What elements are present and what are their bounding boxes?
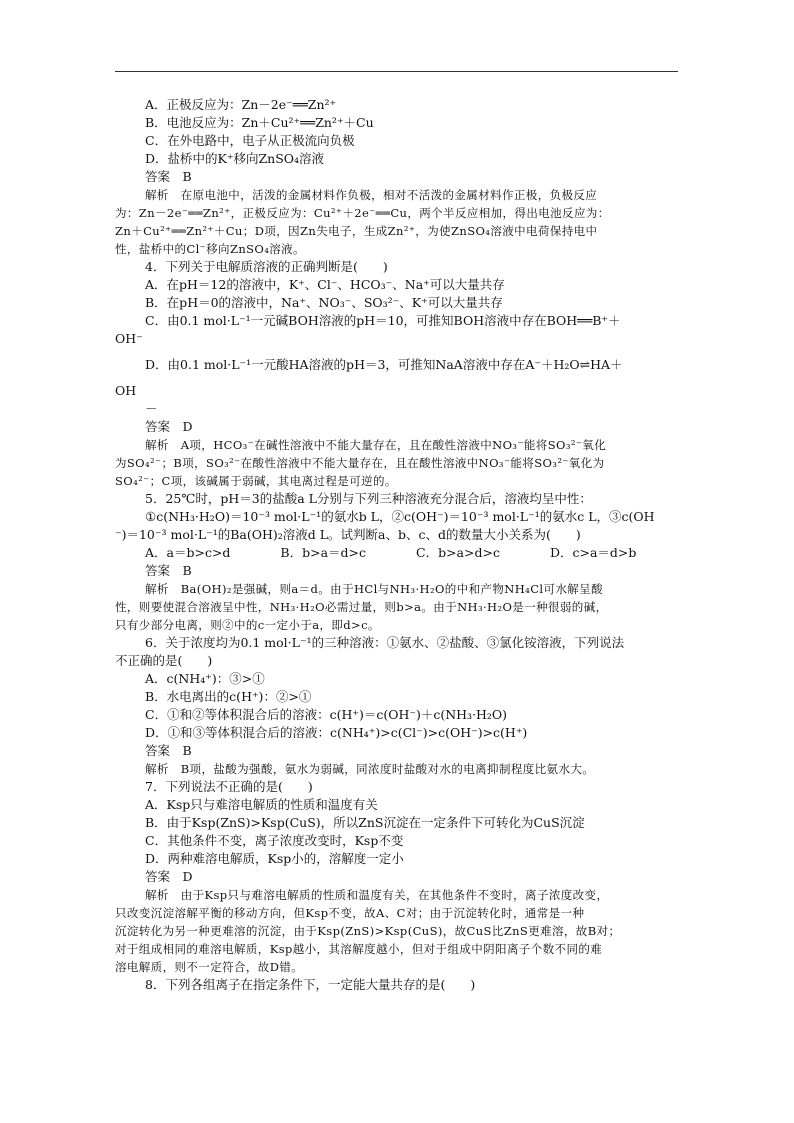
q5-stem-line: ①c(NH₃·H₂O)＝10⁻³ mol·L⁻¹的氨水b L，②c(OH⁻)＝10⁻³ mol·L⁻¹的氨水c L，③c(OH [145,509,655,524]
q7-answer: 答案 D [145,869,193,884]
q6-option-d: D．①和③等体积混合后的溶液：c(NH₄⁺)>c(Cl⁻)>c(OH⁻)>c(H⁺) [145,725,528,740]
q7-explanation-line: 对于组成相同的难溶电解质，Ksp越小，其溶解度越小，但对于组成中阴阳离子个数不同的难 [115,942,603,956]
q7-explanation-line: 只改变沉淀溶解平衡的移动方向，但Ksp不变，故A、C对；由于沉淀转化时，通常是一种 [115,906,585,920]
q6-answer: 答案 B [145,743,192,758]
q6-option-c: C．①和②等体积混合后的溶液：c(H⁺)＝c(OH⁻)＋c(NH₃·H₂O) [145,707,508,722]
q5-stem-line: ⁻)＝10⁻³ mol·L⁻¹的Ba(OH)₂溶液d L。试判断a、b、c、d的数量大小关系为( ) [115,527,581,542]
q7-explanation-line: 沉淀转化为另一种更难溶的沉淀，由于Ksp(ZnS)>Ksp(CuS)，故CuS比ZnS更难溶，故B对； [115,924,621,938]
q4-option-d-cont: OH [115,383,137,398]
q7-option-b: B．由于Ksp(ZnS)>Ksp(CuS)，所以ZnS沉淀在一定条件下可转化为CuS沉淀 [145,815,585,830]
q3-explanation-line: 解析 在原电池中，活泼的金属材料作负极，相对不活泼的金属材料作正极，负极反应 [145,188,598,202]
q4-option-c-cont: OH⁻ [115,331,143,346]
q3-answer: 答案 B [145,169,192,184]
q6-option-a: A．c(NH₄⁺)：③>① [145,671,265,686]
q3-option-b: B．电池反应为：Zn＋Cu²⁺══Zn²⁺＋Cu [145,115,374,130]
document-body [115,96,678,994]
q4-option-d: D．由0.1 mol·L⁻¹一元酸HA溶液的pH＝3，可推知NaA溶液中存在A⁻＋H₂O⇌HA＋ [145,357,623,372]
q7-explanation-line: 解析 由于Ksp只与难溶电解质的性质和温度有关，在其他条件不变时，离子浓度改变， [145,888,609,902]
q3-option-a: A．正极反应为：Zn－2e⁻══Zn²⁺ [145,97,337,112]
q3-explanation-line: 为：Zn－2e⁻══Zn²⁺，正极反应为：Cu²⁺＋2e⁻══Cu，两个半反应相加，得出电池反应为： [115,206,610,220]
q6-stem: 6．关于浓度均为0.1 mol·L⁻¹的三种溶液：①氨水、②盐酸、③氯化铵溶液，下列说法 [145,635,625,650]
q3-option-d: D．盐桥中的K⁺移向ZnSO₄溶液 [145,151,325,166]
q4-option-d-minus: － [145,401,158,416]
q4-explanation-line: 为SO₄²⁻；B项，SO₃²⁻在酸性溶液中不能大量存在，且在酸性溶液中NO₃⁻能将SO₃²⁻氧化为 [115,456,605,470]
q4-option-c: C．由0.1 mol·L⁻¹一元碱BOH溶液的pH＝10，可推知BOH溶液中存在BOH══B⁺＋ [145,313,621,328]
q4-option-b: B．在pH＝0的溶液中，Na⁺、NO₃⁻、SO₃²⁻、K⁺可以大量共存 [145,295,503,310]
q7-option-c: C．其他条件不变，离子浓度改变时，Ksp不变 [145,833,404,848]
q5-answer: 答案 B [145,563,192,578]
q4-option-a: A．在pH＝12的溶液中，K⁺、Cl⁻、HCO₃⁻、Na⁺可以大量共存 [145,277,505,292]
q7-stem: 7．下列说法不正确的是( ) [145,779,313,794]
q5-explanation-line: 性，则要使混合溶液呈中性，NH₃·H₂O必需过量，则b>a。由于NH₃·H₂O是一种很弱的碱， [115,600,608,614]
q7-option-a: A．Ksp只与难溶电解质的性质和温度有关 [145,797,378,812]
q6-option-b: B．水电离出的c(H⁺)：②>① [145,689,312,704]
q4-explanation-line: 解析 A项，HCO₃⁻在碱性溶液中不能大量存在，且在酸性溶液中NO₃⁻能将SO₃²⁻氧化 [145,438,607,452]
q3-option-c: C．在外电路中，电子从正极流向负极 [145,133,355,148]
q5-options: A．a＝b>c>d B．b>a＝d>c C．b>a>d>c D．c>a＝d>b [145,545,637,560]
header-rule [115,71,678,72]
q5-explanation-line: 解析 Ba(OH)₂是强碱，则a＝d。由于HCl与NH₃·H₂O的中和产物NH₄Cl可水解呈酸 [145,582,603,596]
q6-stem-cont: 不正确的是( ) [115,653,213,668]
q4-stem: 4．下列关于电解质溶液的正确判断是( ) [145,259,388,274]
q4-answer: 答案 D [145,419,193,434]
q7-explanation-line: 溶电解质，则不一定符合，故D错。 [115,960,304,974]
q5-stem: 5．25℃时，pH＝3的盐酸a L分别与下列三种溶液充分混合后，溶液均呈中性： [145,491,592,506]
q8-stem: 8．下列各组离子在指定条件下，一定能大量共存的是( ) [145,977,476,992]
q5-explanation-line: 只有少部分电离，则②中的c一定小于a，即d>c。 [115,618,380,632]
q6-explanation: 解析 B项，盐酸为强酸，氨水为弱碱，同浓度时盐酸对水的电离抑制程度比氨水大。 [145,762,595,776]
q3-explanation-line: Zn＋Cu²⁺══Zn²⁺＋Cu；D项，因Zn失电子，生成Zn²⁺，为使ZnSO₄溶液中电荷保持电中 [115,224,598,238]
q3-explanation-line: 性，盐桥中的Cl⁻移向ZnSO₄溶液。 [115,242,305,256]
q4-explanation-line: SO₄²⁻；C项，该碱属于弱碱，其电离过程是可逆的。 [115,474,397,488]
q7-option-d: D．两种难溶电解质，Ksp小的，溶解度一定小 [145,851,404,866]
